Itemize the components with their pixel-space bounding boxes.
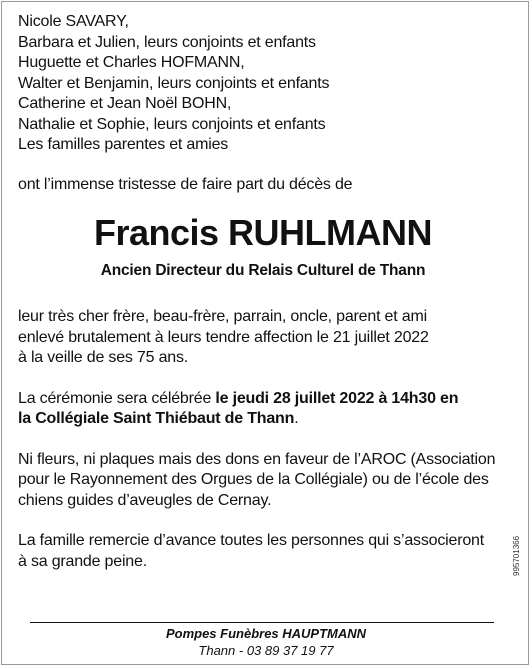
- ceremony-date-time: le jeudi 28 juillet 2022 à 14h30 en: [215, 389, 459, 407]
- family-line: Barbara et Julien, leurs conjoints et enfants: [18, 33, 316, 51]
- relation-line: à la veille de ses 75 ans.: [18, 349, 189, 366]
- donations-line: Ni fleurs, ni plaques mais des dons en faveur de l’AROC (Association: [18, 450, 496, 468]
- family-line: Nicole SAVARY,: [18, 13, 129, 30]
- ceremony-end: .: [294, 410, 299, 427]
- family-line: Catherine et Jean Noël BOHN,: [18, 95, 232, 112]
- deceased-name: Francis RUHLMANN: [93, 212, 433, 253]
- family-line: Les familles parentes et amies: [18, 136, 229, 153]
- donations-line: chiens guides d’aveugles de Cernay.: [18, 491, 272, 509]
- relation-line: enlevé brutalement à leurs tendre affection le 21 juillet 2022: [18, 328, 429, 346]
- thanks-paragraph: [18, 531, 508, 572]
- death-notice: [18, 12, 508, 572]
- thanks-line: La famille remercie d’avance toutes les personnes qui s’associeront: [18, 532, 484, 549]
- ceremony-intro: La cérémonie sera célébrée: [18, 389, 216, 407]
- funeral-home-contact: Thann - 03 89 37 19 77: [198, 643, 334, 658]
- family-list: [18, 12, 508, 156]
- family-line: Huguette et Charles HOFMANN,: [18, 54, 245, 71]
- family-line: Nathalie et Sophie, leurs conjoints et enfants: [18, 115, 326, 133]
- donations-line: pour le Rayonnement des Orgues de la Collégiale) ou de l’école des: [18, 471, 489, 488]
- relation-line: leur très cher frère, beau-frère, parrain, oncle, parent et ami: [18, 308, 427, 325]
- reference-number: 995701366: [512, 535, 521, 576]
- relation-paragraph: [18, 307, 508, 369]
- family-line: Walter et Benjamin, leurs conjoints et enfants: [18, 74, 330, 92]
- donations-paragraph: [18, 450, 508, 512]
- deceased-title: Ancien Directeur du Relais Culturel de Thann: [100, 262, 426, 279]
- thanks-line: à sa grande peine.: [18, 552, 147, 570]
- funeral-home-name: Pompes Funèbres HAUPTMANN: [165, 626, 367, 641]
- ceremony-place: la Collégiale Saint Thiébaut de Thann: [18, 410, 295, 427]
- ceremony-paragraph: [18, 389, 508, 430]
- announcement-text: ont l’immense tristesse de faire part du décès de: [18, 175, 353, 193]
- footer-divider: [30, 622, 494, 623]
